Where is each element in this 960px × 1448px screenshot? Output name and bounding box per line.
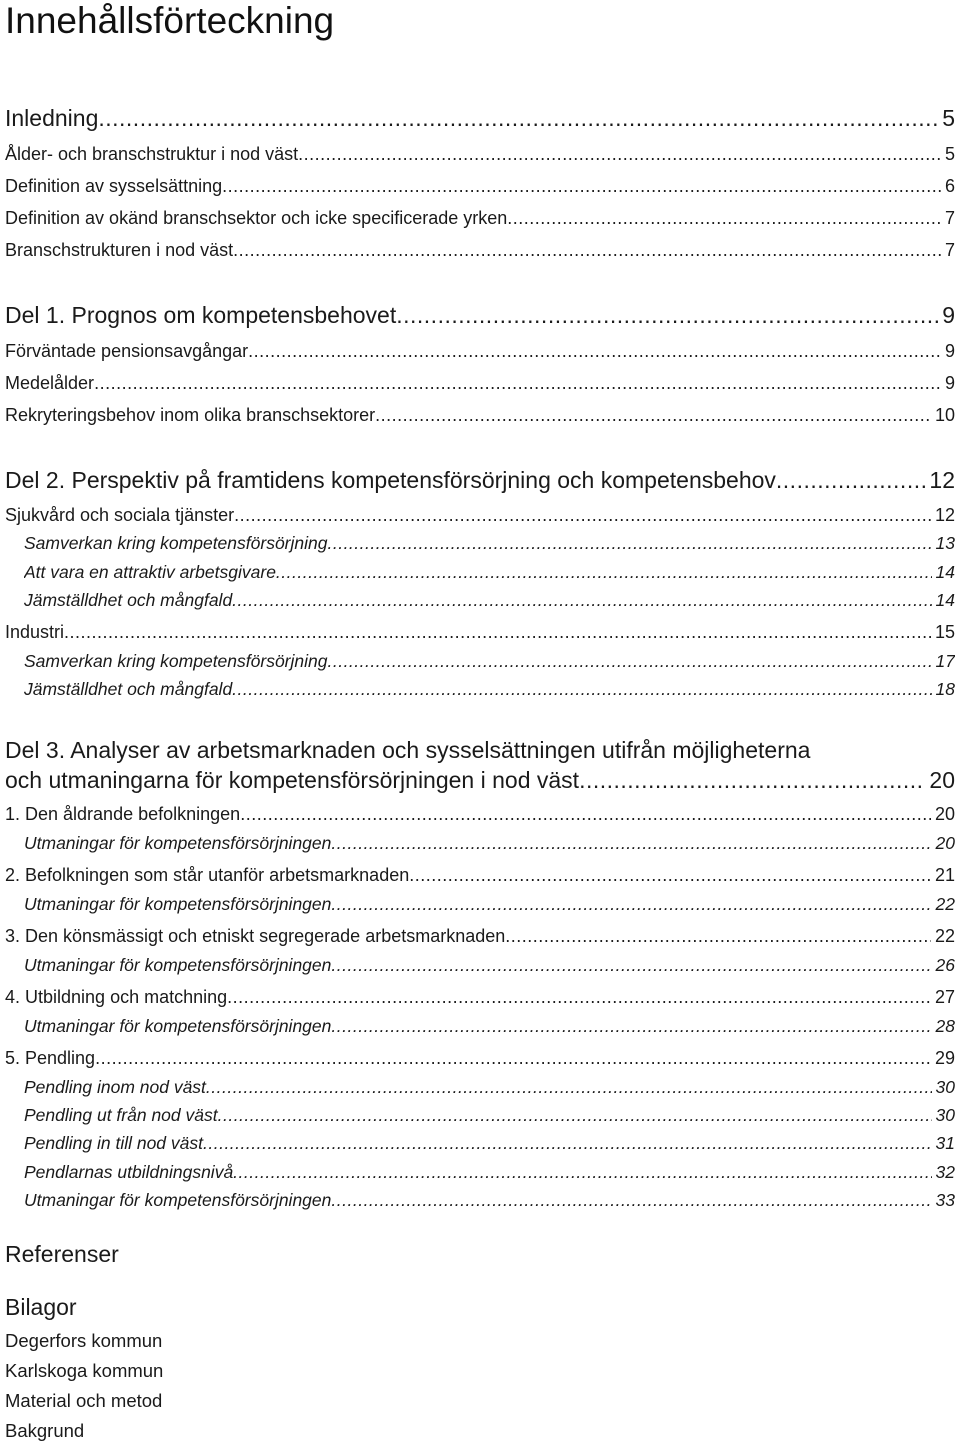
toc-page-number: 32 bbox=[935, 1162, 955, 1182]
toc-entry-text: Förväntade pensionsavgångar bbox=[5, 341, 249, 361]
dot-leader bbox=[222, 173, 941, 199]
toc-entry[interactable] bbox=[24, 559, 955, 585]
toc-entry[interactable] bbox=[5, 338, 955, 364]
toc-entry-text: Utmaningar för kompetensförsörjningen bbox=[24, 1016, 332, 1036]
dot-leader bbox=[331, 952, 931, 978]
bilaga-item[interactable]: Material och metod bbox=[5, 1390, 163, 1411]
toc-entry[interactable] bbox=[24, 648, 955, 674]
toc-entry[interactable] bbox=[5, 801, 955, 827]
toc-page-number: 12 bbox=[934, 505, 955, 525]
toc-entry[interactable] bbox=[24, 587, 955, 613]
toc-page-number: 9 bbox=[944, 341, 955, 361]
dot-leader bbox=[331, 1013, 931, 1039]
toc-entry-multiline[interactable] bbox=[5, 735, 955, 795]
toc-entry-text: Utmaningar för kompetensförsörjningen bbox=[24, 1190, 332, 1210]
toc-page-number: 20 bbox=[929, 767, 955, 793]
toc-entry-text: Samverkan kring kompetensförsörjning bbox=[24, 533, 328, 553]
referenser-heading[interactable]: Referenser bbox=[5, 1241, 119, 1267]
dot-leader bbox=[276, 559, 932, 585]
toc-page-number: 17 bbox=[935, 651, 955, 671]
dot-leader bbox=[579, 765, 925, 795]
toc-entry-text: 5. Pendling bbox=[5, 1048, 96, 1068]
toc-entry-text: 2. Befolkningen som står utanför arbetsmarknaden bbox=[5, 865, 410, 885]
dot-leader bbox=[396, 300, 938, 330]
toc-page-number: 14 bbox=[935, 562, 955, 582]
toc-entry[interactable] bbox=[24, 891, 955, 917]
dot-leader bbox=[505, 923, 931, 949]
toc-entry[interactable] bbox=[24, 830, 955, 856]
toc-page-number: 20 bbox=[935, 833, 955, 853]
toc-entry[interactable] bbox=[24, 530, 955, 556]
toc-entry[interactable] bbox=[24, 1130, 955, 1156]
toc-entry-text: Utmaningar för kompetensförsörjningen bbox=[24, 833, 332, 853]
toc-entry[interactable] bbox=[24, 1159, 955, 1185]
toc-entry[interactable] bbox=[5, 984, 955, 1010]
toc-page-number: 29 bbox=[934, 1048, 955, 1068]
toc-page-number: 28 bbox=[935, 1016, 955, 1036]
toc-entry-text: Att vara en attraktiv arbetsgivare bbox=[24, 562, 276, 582]
toc-entry-text: Del 2. Perspektiv på framtidens kompetensförsörjning och kompetensbehov bbox=[5, 467, 776, 493]
dot-leader bbox=[227, 984, 931, 1010]
toc-entry-text: Industri bbox=[5, 622, 65, 642]
toc-page-number: 27 bbox=[934, 987, 955, 1007]
bilagor-heading[interactable]: Bilagor bbox=[5, 1294, 77, 1320]
toc-entry[interactable] bbox=[24, 1102, 955, 1128]
toc-entry[interactable] bbox=[5, 205, 955, 231]
dot-leader bbox=[64, 619, 931, 645]
dot-leader bbox=[203, 1130, 932, 1156]
toc-entry[interactable] bbox=[5, 173, 955, 199]
toc-page-number: 33 bbox=[935, 1190, 955, 1210]
toc-entry[interactable] bbox=[5, 502, 955, 528]
toc-page-number: 5 bbox=[944, 144, 955, 164]
bilaga-item[interactable]: Karlskoga kommun bbox=[5, 1360, 164, 1381]
toc-entry-text: Inledning bbox=[5, 105, 99, 131]
toc-entry-text: Sjukvård och sociala tjänster bbox=[5, 505, 235, 525]
page-title: Innehållsförteckning bbox=[5, 0, 335, 41]
toc-entry[interactable] bbox=[24, 952, 955, 978]
toc-entry-text: och utmaningarna för kompetensförsörjningen i nod väst bbox=[5, 767, 580, 793]
dot-leader bbox=[218, 1102, 932, 1128]
dot-leader bbox=[409, 862, 931, 888]
toc-entry[interactable] bbox=[5, 465, 955, 495]
dot-leader bbox=[240, 801, 931, 827]
toc-entry[interactable] bbox=[5, 103, 955, 133]
dot-leader bbox=[232, 587, 931, 613]
toc-entry[interactable] bbox=[5, 619, 955, 645]
dot-leader bbox=[233, 237, 941, 263]
toc-entry-text: 3. Den könsmässigt och etniskt segregerade arbetsmarknaden bbox=[5, 926, 506, 946]
dot-leader bbox=[507, 205, 941, 231]
dot-leader bbox=[98, 103, 938, 133]
toc-entry-text: Jämställdhet och mångfald bbox=[24, 679, 233, 699]
toc-entry-text: Utmaningar för kompetensförsörjningen bbox=[24, 955, 332, 975]
toc-entry-text: Medelålder bbox=[5, 373, 95, 393]
toc-page-number: 10 bbox=[934, 405, 955, 425]
toc-entry[interactable] bbox=[24, 1187, 955, 1213]
toc-entry-text: 1. Den åldrande befolkningen bbox=[5, 804, 241, 824]
toc-page-number: 9 bbox=[944, 373, 955, 393]
dot-leader bbox=[298, 141, 941, 167]
toc-entry-text: Utmaningar för kompetensförsörjningen bbox=[24, 894, 332, 914]
toc-entry-line2 bbox=[5, 765, 955, 795]
toc-entry-text: Del 3. Analyser av arbetsmarknaden och sysselsättningen utifrån möjligheterna bbox=[5, 737, 811, 763]
toc-page-number: 14 bbox=[935, 590, 955, 610]
dot-leader bbox=[331, 830, 931, 856]
toc-entry-text: 4. Utbildning och matchning bbox=[5, 987, 228, 1007]
toc-page-number: 22 bbox=[935, 894, 955, 914]
toc-page-number: 26 bbox=[935, 955, 955, 975]
toc-entry-text: Del 1. Prognos om kompetensbehovet bbox=[5, 302, 397, 328]
toc-entry[interactable] bbox=[5, 300, 955, 330]
toc-entry[interactable] bbox=[24, 676, 955, 702]
toc-page-number: 20 bbox=[934, 804, 955, 824]
toc-entry[interactable] bbox=[5, 237, 955, 263]
toc-entry-text: Pendling inom nod väst bbox=[24, 1077, 206, 1097]
toc-entry-text: Pendlarnas utbildningsnivå bbox=[24, 1162, 234, 1182]
toc-entry-text: Pendling in till nod väst bbox=[24, 1133, 203, 1153]
toc-entry-text: Samverkan kring kompetensförsörjning bbox=[24, 651, 328, 671]
toc-entry[interactable] bbox=[5, 862, 955, 888]
dot-leader bbox=[327, 530, 931, 556]
dot-leader bbox=[206, 1074, 932, 1100]
toc-page-number: 12 bbox=[929, 467, 955, 493]
toc-entry[interactable] bbox=[5, 923, 955, 949]
toc-page-number: 31 bbox=[935, 1133, 955, 1153]
dot-leader bbox=[331, 891, 931, 917]
dot-leader bbox=[248, 338, 941, 364]
dot-leader bbox=[375, 402, 931, 428]
toc-page-number: 13 bbox=[935, 533, 955, 553]
toc-entry-text: Definition av sysselsättning bbox=[5, 176, 223, 196]
toc-entry[interactable] bbox=[5, 370, 955, 396]
toc-entry-text: Branschstrukturen i nod väst bbox=[5, 240, 234, 260]
toc-entry[interactable] bbox=[24, 1074, 955, 1100]
dot-leader bbox=[232, 676, 931, 702]
toc-page-number: 30 bbox=[935, 1105, 955, 1125]
toc-page-number: 6 bbox=[944, 176, 955, 196]
dot-leader bbox=[327, 648, 931, 674]
dot-leader bbox=[94, 370, 941, 396]
toc-page-number: 5 bbox=[942, 105, 955, 131]
toc-page-number: 18 bbox=[935, 679, 955, 699]
toc-entry[interactable] bbox=[5, 141, 955, 167]
toc-page-number: 21 bbox=[934, 865, 955, 885]
toc-page-number: 22 bbox=[934, 926, 955, 946]
dot-leader bbox=[234, 502, 931, 528]
dot-leader bbox=[776, 465, 926, 495]
toc-page-number: 15 bbox=[934, 622, 955, 642]
toc-page-number: 7 bbox=[944, 240, 955, 260]
toc-entry[interactable] bbox=[24, 1013, 955, 1039]
dot-leader bbox=[233, 1159, 931, 1185]
toc-entry-text: Ålder- och branschstruktur i nod väst bbox=[5, 144, 299, 164]
toc-page-number: 30 bbox=[935, 1077, 955, 1097]
toc-entry[interactable] bbox=[5, 402, 955, 428]
dot-leader bbox=[331, 1187, 931, 1213]
toc-page-number: 9 bbox=[942, 302, 955, 328]
toc-entry-text: Rekryteringsbehov inom olika branschsektorer bbox=[5, 405, 376, 425]
toc-entry[interactable] bbox=[5, 1045, 955, 1071]
dot-leader bbox=[95, 1045, 931, 1071]
bilaga-item[interactable]: Bakgrund bbox=[5, 1420, 85, 1441]
toc-page-number: 7 bbox=[944, 208, 955, 228]
toc-entry-text: Pendling ut från nod väst bbox=[24, 1105, 218, 1125]
toc-entry-text: Jämställdhet och mångfald bbox=[24, 590, 233, 610]
bilaga-item[interactable]: Degerfors kommun bbox=[5, 1330, 163, 1351]
toc-entry-text: Definition av okänd branschsektor och icke specificerade yrken bbox=[5, 208, 508, 228]
